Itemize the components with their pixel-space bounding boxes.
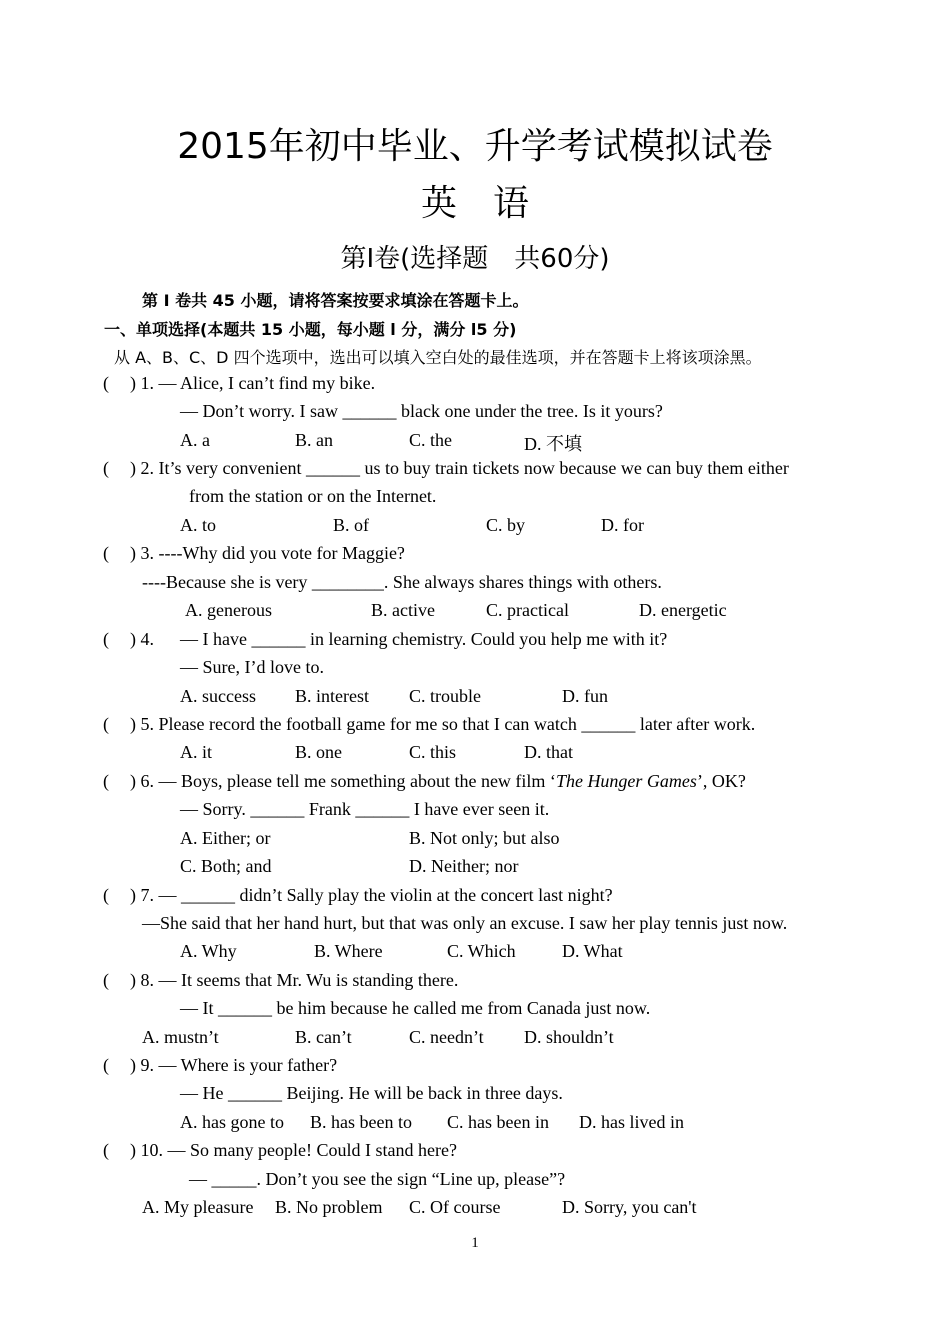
answer-paren-close: ) xyxy=(130,543,136,563)
question-4-option-b: B. interest xyxy=(295,686,369,706)
question-7-option-b: B. Where xyxy=(314,941,383,961)
question-5-option-b: B. one xyxy=(295,742,342,762)
question-2-option-d: D. for xyxy=(601,515,644,535)
question-10-line2: — _____. Don’t you see the sign “Line up, please”? xyxy=(189,1169,566,1189)
question-2-option-b: B. of xyxy=(333,515,369,535)
question-6 xyxy=(103,771,746,792)
question-8 xyxy=(103,970,458,991)
question-5-option-c: C. this xyxy=(409,742,457,762)
question-6-option-d: D. Neither; nor xyxy=(409,856,519,876)
question-10-stem: 10. — So many people! Could I stand here? xyxy=(140,1140,457,1160)
answer-paren-open: ( xyxy=(103,885,109,905)
question-1-option-a: A. a xyxy=(180,430,210,450)
answer-paren-close: ) xyxy=(130,885,136,905)
question-9-line2: — He ______ Beijing. He will be back in three days. xyxy=(180,1083,563,1103)
question-5-option-a: A. it xyxy=(180,742,213,762)
question-6-film-title: The Hunger Games xyxy=(555,771,697,791)
answer-paren-open: ( xyxy=(103,1055,109,1075)
part1-heading: 一、单项选择(本题共 15 小题，每小题 l 分，满分 l5 分) xyxy=(104,320,517,339)
question-4-option-c: C. trouble xyxy=(409,686,481,706)
question-6-stem-post: ’, OK? xyxy=(696,771,746,791)
question-5-stem: 5. Please record the football game for me so that I can watch ______ later after work. xyxy=(140,714,756,734)
question-1-option-d: D. 不填 xyxy=(524,434,582,454)
answer-paren-close: ) xyxy=(130,970,136,990)
answer-paren-open: ( xyxy=(103,629,109,649)
notice-line: 第 I 卷共 45 小题，请将答案按要求填涂在答题卡上。 xyxy=(142,291,529,310)
answer-paren-open: ( xyxy=(103,714,109,734)
question-4-stem: — I have ______ in learning chemistry. Could you help me with it? xyxy=(180,629,668,649)
question-5 xyxy=(103,714,755,735)
question-9-option-b: B. has been to xyxy=(310,1112,412,1132)
question-1-stem: 1. — Alice, I can’t find my bike. xyxy=(140,373,376,393)
question-6-stem-pre: 6. — Boys, please tell me something about the new film ‘ xyxy=(140,771,556,791)
question-4-number: 4. xyxy=(140,629,154,649)
answer-paren-open: ( xyxy=(103,771,109,791)
question-10-option-c: C. Of course xyxy=(409,1197,501,1217)
question-5-option-d: D. that xyxy=(524,742,573,762)
answer-paren-open: ( xyxy=(103,543,109,563)
question-1-option-c: C. the xyxy=(409,430,452,450)
question-9 xyxy=(103,1055,337,1076)
section-title: 第I卷(选择题 共60分) xyxy=(340,244,610,274)
question-10-option-b: B. No problem xyxy=(275,1197,383,1217)
question-6-line2: — Sorry. ______ Frank ______ I have ever seen it. xyxy=(180,799,550,819)
question-4-line2: — Sure, I’d love to. xyxy=(180,657,324,677)
question-8-option-b: B. can’t xyxy=(295,1027,352,1047)
question-2 xyxy=(103,458,789,479)
exam-title: 2015年初中毕业、升学考试模拟试卷 xyxy=(177,126,773,167)
answer-paren-close: ) xyxy=(130,771,136,791)
question-8-option-a: A. mustn’t xyxy=(142,1027,219,1047)
question-2-option-c: C. by xyxy=(486,515,526,535)
question-8-option-d: D. shouldn’t xyxy=(524,1027,614,1047)
question-2-line2: from the station or on the Internet. xyxy=(189,486,437,506)
question-2-stem: 2. It’s very convenient ______ us to buy train tickets now because we can buy them either xyxy=(140,458,789,478)
question-3 xyxy=(103,543,405,564)
page-number: 1 xyxy=(471,1235,479,1251)
question-9-option-c: C. has been in xyxy=(447,1112,549,1132)
question-6-option-c: C. Both; and xyxy=(180,856,272,876)
question-7-option-d: D. What xyxy=(562,941,623,961)
question-8-line2: — It ______ be him because he called me from Canada just now. xyxy=(180,998,651,1018)
subject-title: 英 语 xyxy=(420,183,529,224)
question-4-option-a: A. success xyxy=(180,686,256,706)
question-3-stem: 3. ----Why did you vote for Maggie? xyxy=(140,543,405,563)
question-9-option-d: D. has lived in xyxy=(579,1112,684,1132)
question-10-option-a: A. My pleasure xyxy=(142,1197,254,1217)
question-2-option-a: A. to xyxy=(180,515,216,535)
question-3-option-d: D. energetic xyxy=(639,600,727,620)
question-7-option-a: A. Why xyxy=(180,941,237,961)
question-8-option-c: C. needn’t xyxy=(409,1027,484,1047)
answer-paren-close: ) xyxy=(130,458,136,478)
answer-paren-close: ) xyxy=(130,629,136,649)
question-4 xyxy=(103,629,154,650)
question-3-option-a: A. generous xyxy=(185,600,272,620)
answer-paren-close: ) xyxy=(130,1140,136,1160)
question-1-option-b: B. an xyxy=(295,430,333,450)
question-7-line2: —She said that her hand hurt, but that was only an excuse. I saw her play tennis just now. xyxy=(142,913,788,933)
question-6-option-a: A. Either; or xyxy=(180,828,271,848)
question-9-stem: 9. — Where is your father? xyxy=(140,1055,338,1075)
question-4-option-d: D. fun xyxy=(562,686,608,706)
question-1 xyxy=(103,373,375,394)
question-10 xyxy=(103,1140,457,1161)
question-8-stem: 8. — It seems that Mr. Wu is standing there. xyxy=(140,970,459,990)
answer-paren-open: ( xyxy=(103,1140,109,1160)
question-3-option-c: C. practical xyxy=(486,600,569,620)
question-3-option-b: B. active xyxy=(371,600,435,620)
answer-paren-close: ) xyxy=(130,714,136,734)
question-6-option-b: B. Not only; but also xyxy=(409,828,560,848)
question-10-option-d: D. Sorry, you can't xyxy=(562,1197,697,1217)
question-7-stem: 7. — ______ didn’t Sally play the violin at the concert last night? xyxy=(140,885,613,905)
answer-paren-open: ( xyxy=(103,458,109,478)
answer-paren-close: ) xyxy=(130,1055,136,1075)
answer-paren-open: ( xyxy=(103,970,109,990)
question-9-option-a: A. has gone to xyxy=(180,1112,284,1132)
question-7 xyxy=(103,885,613,906)
answer-paren-open: ( xyxy=(103,373,109,393)
question-3-line2: ----Because she is very ________. She always shares things with others. xyxy=(142,572,662,592)
answer-paren-close: ) xyxy=(130,373,136,393)
part1-instruction: 从 A、B、C、D 四个选项中，选出可以填入空白处的最佳选项，并在答题卡上将该项涂黑。 xyxy=(114,348,762,367)
question-1-line2: — Don’t worry. I saw ______ black one under the tree. Is it yours? xyxy=(180,401,663,421)
question-7-option-c: C. Which xyxy=(447,941,516,961)
